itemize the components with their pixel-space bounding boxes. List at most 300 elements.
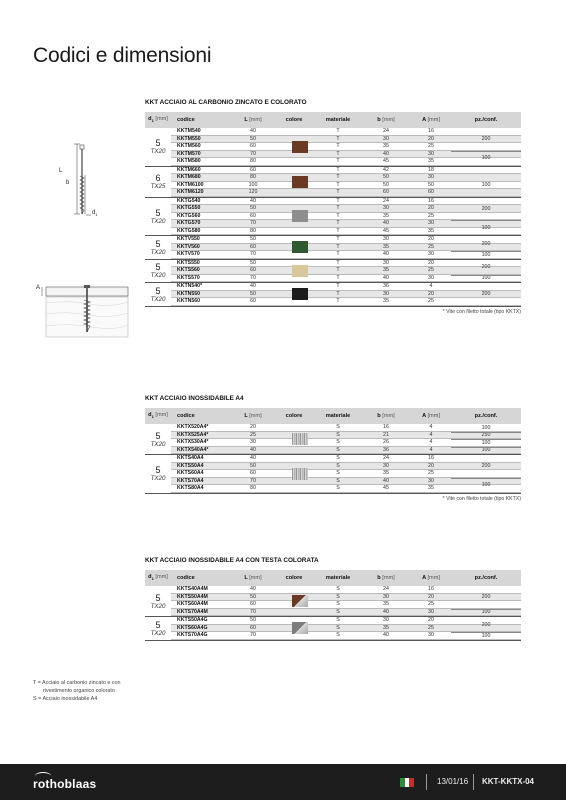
pack-divider xyxy=(451,151,521,152)
pack-quantity: 100 xyxy=(481,251,491,258)
code-cell: KKTN560 xyxy=(177,298,201,305)
code-cell: KKTG580 xyxy=(177,227,201,234)
drive-type: TX25 xyxy=(150,183,166,190)
diameter-cell xyxy=(145,617,171,640)
header-d1: $d_1$ [mm] xyxy=(148,574,168,582)
b-cell: 30 xyxy=(383,236,389,243)
table-section xyxy=(145,556,521,641)
installation-figure xyxy=(40,280,135,345)
pack-quantity: 250 xyxy=(481,432,491,439)
A-cell: 16 xyxy=(428,128,434,135)
b-cell: 30 xyxy=(383,135,389,142)
pack-quantity: 200 xyxy=(481,205,491,212)
A-cell: 20 xyxy=(428,593,434,600)
A-cell: 25 xyxy=(428,601,434,608)
drive-type: TX20 xyxy=(150,295,166,303)
diameter-cell xyxy=(145,283,171,306)
header-code: codice xyxy=(177,575,195,581)
code-cell: KKTM6100 xyxy=(177,181,204,188)
code-cell: KKTS60A4 xyxy=(177,470,204,477)
A-cell: 30 xyxy=(428,608,434,615)
material-cell: S xyxy=(336,446,340,453)
material-cell: S xyxy=(336,485,340,492)
b-cell: 24 xyxy=(383,128,389,135)
b-cell: 35 xyxy=(383,601,389,608)
A-cell: 30 xyxy=(428,477,434,484)
table-row xyxy=(145,295,521,306)
pack-quantity: 100 xyxy=(481,447,491,454)
A-cell: 30 xyxy=(428,174,434,181)
length-cell: 60 xyxy=(250,166,256,173)
table-row xyxy=(145,174,521,182)
length-cell: 80 xyxy=(250,485,256,492)
screw-side-figure xyxy=(55,140,105,220)
diameter-cell xyxy=(145,455,171,493)
pack-divider xyxy=(451,251,521,252)
diameter-cell xyxy=(145,424,171,454)
pack-quantity: 200 xyxy=(481,264,491,270)
pack-quantity: 100 xyxy=(481,439,491,446)
A-cell: 25 xyxy=(428,212,434,219)
diameter-value: 6 xyxy=(155,173,161,183)
length-cell: 60 xyxy=(250,298,256,305)
page-title: Codici e dimensioni xyxy=(33,44,212,67)
pack-quantity: 100 xyxy=(481,482,491,488)
length-cell: 40 xyxy=(250,283,256,290)
length-cell: 40 xyxy=(250,455,256,462)
b-cell: 35 xyxy=(383,298,389,305)
header-d1: $d_1$ [mm] xyxy=(148,412,168,420)
b-cell: 40 xyxy=(383,632,389,639)
table-group xyxy=(145,283,521,307)
header-pz: pz./conf. xyxy=(474,117,498,123)
b-cell: 30 xyxy=(383,462,389,469)
length-cell: 70 xyxy=(250,477,256,484)
length-cell: 60 xyxy=(250,470,256,477)
material-cell: T xyxy=(336,259,340,266)
code-cell: KKTV560 xyxy=(177,243,200,250)
code-cell: KKTM580 xyxy=(177,158,201,165)
table-group xyxy=(145,198,521,237)
A-cell: 25 xyxy=(428,267,434,274)
table-group xyxy=(145,424,521,455)
A-cell: 16 xyxy=(428,586,434,593)
pack-quantity: 100 xyxy=(481,155,491,161)
material-cell: T xyxy=(336,166,340,173)
b-cell: 30 xyxy=(383,290,389,297)
A-cell: 30 xyxy=(428,220,434,227)
footnote: * Vite con filetto totale (tipo KKTX) xyxy=(442,308,521,315)
material-cell: T xyxy=(336,243,340,250)
table-row xyxy=(145,283,521,291)
header-L: L [mm] xyxy=(244,413,262,419)
b-cell: 30 xyxy=(383,617,389,624)
material-cell: T xyxy=(336,128,340,135)
b-cell: 35 xyxy=(383,267,389,274)
legend-T: T = Acciaio al carbonio zincato e con xyxy=(33,680,121,686)
material-cell: S xyxy=(336,608,340,615)
code-cell: KKTM570 xyxy=(177,150,201,157)
diameter-value: 5 xyxy=(155,207,161,218)
code-cell: KKTG570 xyxy=(177,220,201,227)
pack-divider xyxy=(451,632,521,633)
table-group xyxy=(145,617,521,641)
color-swatch xyxy=(292,468,308,480)
length-cell: 50 xyxy=(250,617,256,624)
pack-divider xyxy=(451,432,521,433)
code-cell: KKTM660 xyxy=(177,166,201,173)
table-row xyxy=(145,167,521,175)
header-b: b [mm] xyxy=(377,117,395,123)
diameter-value: 5 xyxy=(155,138,161,149)
material-cell: S xyxy=(336,462,340,469)
A-cell: 4 xyxy=(429,424,433,431)
material-cell: S xyxy=(336,477,340,484)
code-cell: KKTS70A4M xyxy=(177,608,208,615)
b-cell: 45 xyxy=(383,158,389,165)
A-cell: 16 xyxy=(428,197,434,204)
code-cell: KKTS560 xyxy=(177,267,200,274)
length-cell: 80 xyxy=(250,174,256,181)
table-group xyxy=(145,260,521,284)
b-cell: 35 xyxy=(383,243,389,250)
material-cell: T xyxy=(336,274,340,281)
dim-label-A: A xyxy=(36,285,41,291)
b-cell: 50 xyxy=(383,181,389,188)
code-cell: KKTN540* xyxy=(177,283,203,290)
color-swatch xyxy=(292,210,308,222)
code-cell: KKTS60A4G xyxy=(177,624,208,631)
pack-divider xyxy=(451,447,521,448)
A-cell: 20 xyxy=(428,259,434,266)
material-cell: S xyxy=(336,617,340,624)
length-cell: 60 xyxy=(250,267,256,274)
header-L: L [mm] xyxy=(244,575,262,581)
pack-divider xyxy=(451,439,521,440)
code-cell: KKTS40A4M xyxy=(177,586,208,593)
color-swatch xyxy=(292,176,308,188)
b-cell: 36 xyxy=(383,283,389,290)
A-cell: 50 xyxy=(428,181,434,188)
material-cell: T xyxy=(336,181,340,188)
A-cell: 20 xyxy=(428,205,434,212)
drive-type: TX20 xyxy=(150,602,166,610)
material-cell: T xyxy=(336,197,340,204)
b-cell: 42 xyxy=(383,166,389,173)
length-cell: 70 xyxy=(250,150,256,157)
diameter-cell xyxy=(145,260,171,283)
italian-flag-icon xyxy=(400,778,414,787)
header-pz: pz./conf. xyxy=(474,575,498,581)
code-cell: KKTS60A4M xyxy=(177,601,208,608)
pack-divider xyxy=(451,609,521,610)
table-row xyxy=(145,586,521,594)
pack-quantity: 200 xyxy=(481,621,491,628)
A-cell: 25 xyxy=(428,298,434,305)
length-cell: 50 xyxy=(250,259,256,266)
dim-label-d1: $d_1$ xyxy=(92,210,98,218)
b-cell: 40 xyxy=(383,608,389,615)
length-cell: 70 xyxy=(250,632,256,639)
length-cell: 80 xyxy=(250,158,256,165)
length-cell: 30 xyxy=(250,439,256,446)
length-cell: 50 xyxy=(250,205,256,212)
length-cell: 40 xyxy=(250,197,256,204)
drive-type: TX20 xyxy=(150,475,166,483)
color-swatch xyxy=(292,288,308,300)
A-cell: 30 xyxy=(428,274,434,281)
pack-quantity: 200 xyxy=(481,463,491,470)
material-cell: S xyxy=(336,431,340,438)
A-cell: 30 xyxy=(428,150,434,157)
material-cell: T xyxy=(336,290,340,297)
material-cell: S xyxy=(336,593,340,600)
material-cell: T xyxy=(336,158,340,165)
A-cell: 25 xyxy=(428,470,434,477)
A-cell: 25 xyxy=(428,143,434,150)
code-cell: KKTM540 xyxy=(177,128,201,135)
pack-quantity: 100 xyxy=(481,182,491,189)
drive-type: TX20 xyxy=(150,148,166,156)
length-cell: 60 xyxy=(250,243,256,250)
header-A: A [mm] xyxy=(422,575,440,581)
A-cell: 20 xyxy=(428,290,434,297)
code-cell: KKTG540 xyxy=(177,197,201,204)
pack-quantity: 100 xyxy=(481,224,491,231)
material-cell: T xyxy=(336,143,340,150)
A-cell: 25 xyxy=(428,243,434,250)
diameter-value: 5 xyxy=(155,238,161,249)
length-cell: 70 xyxy=(250,608,256,615)
diameter-cell xyxy=(145,167,171,197)
drive-type: TX20 xyxy=(150,217,166,225)
b-cell: 30 xyxy=(383,205,389,212)
diameter-value: 5 xyxy=(155,465,161,476)
table-row xyxy=(145,189,521,197)
A-cell: 20 xyxy=(428,236,434,243)
diameter-cell xyxy=(145,236,171,259)
table-header xyxy=(145,570,521,586)
header-color: colore xyxy=(285,117,303,123)
section-title: KKT ACCIAIO AL CARBONIO ZINCATO E COLORATO xyxy=(145,99,307,106)
legend-S: S = Acciaio inossidabile A4 xyxy=(33,696,98,702)
b-cell: 21 xyxy=(383,431,389,438)
b-cell: 26 xyxy=(383,439,389,446)
header-material: materiale xyxy=(325,575,351,581)
pack-divider xyxy=(451,275,521,276)
code-cell: KKTX525A4* xyxy=(177,431,209,438)
length-cell: 70 xyxy=(250,251,256,258)
A-cell: 16 xyxy=(428,455,434,462)
table-row xyxy=(145,601,521,609)
color-swatch xyxy=(292,141,308,153)
table-row xyxy=(145,198,521,206)
code-cell: KKTM680 xyxy=(177,174,201,181)
pack-divider xyxy=(451,478,521,479)
material-cell: T xyxy=(336,236,340,243)
A-cell: 4 xyxy=(429,439,433,446)
table-group xyxy=(145,455,521,494)
header-code: codice xyxy=(177,413,195,419)
diameter-value: 5 xyxy=(155,430,161,441)
footer-date: 13/01/16 xyxy=(437,777,469,786)
length-cell: 60 xyxy=(250,143,256,150)
header-code: codice xyxy=(177,117,195,123)
header-A: A [mm] xyxy=(422,117,440,123)
material-cell: T xyxy=(336,283,340,290)
code-cell: KKTV550 xyxy=(177,236,200,243)
b-cell: 40 xyxy=(383,274,389,281)
diameter-value: 5 xyxy=(155,619,161,630)
A-cell: 20 xyxy=(428,462,434,469)
A-cell: 4 xyxy=(429,431,433,438)
header-pz: pz./conf. xyxy=(474,413,498,419)
b-cell: 24 xyxy=(383,586,389,593)
A-cell: 60 xyxy=(428,189,434,196)
material-cell: T xyxy=(336,267,340,274)
diameter-value: 5 xyxy=(155,262,161,273)
length-cell: 60 xyxy=(250,601,256,608)
material-cell: S xyxy=(336,424,340,431)
table-section xyxy=(145,394,521,502)
material-cell: T xyxy=(336,174,340,181)
drive-type: TX20 xyxy=(150,440,166,448)
footer-bar xyxy=(0,764,566,800)
diameter-cell xyxy=(145,198,171,236)
dim-label-L: L xyxy=(59,168,63,174)
length-cell: 20 xyxy=(250,424,256,431)
code-cell: KKTS550 xyxy=(177,259,200,266)
material-cell: T xyxy=(336,150,340,157)
b-cell: 24 xyxy=(383,455,389,462)
table-group xyxy=(145,236,521,260)
length-cell: 60 xyxy=(250,624,256,631)
footnote: * Vite con filetto totale (tipo KKTX) xyxy=(442,495,521,502)
material-cell: T xyxy=(336,212,340,219)
material-cell: T xyxy=(336,298,340,305)
header-color: colore xyxy=(285,575,303,581)
table-row xyxy=(145,143,521,151)
length-cell: 50 xyxy=(250,593,256,600)
table-header xyxy=(145,408,521,424)
footer-divider xyxy=(426,774,427,790)
code-cell: KKTX520A4* xyxy=(177,424,209,431)
code-cell: KKTS80A4 xyxy=(177,485,204,492)
length-cell: 70 xyxy=(250,274,256,281)
table-row xyxy=(145,455,521,463)
b-cell: 40 xyxy=(383,251,389,258)
header-A: A [mm] xyxy=(422,413,440,419)
code-cell: KKTS570 xyxy=(177,274,200,281)
length-cell: 100 xyxy=(248,181,258,188)
pack-divider xyxy=(451,220,521,221)
pack-quantity: 100 xyxy=(481,609,491,616)
b-cell: 45 xyxy=(383,485,389,492)
header-b: b [mm] xyxy=(377,413,395,419)
diameter-cell xyxy=(145,128,171,166)
code-cell: KKTS40A4 xyxy=(177,455,204,462)
section-title: KKT ACCIAIO INOSSIDABILE A4 CON TESTA COLORATA xyxy=(145,557,319,564)
code-cell: KKTS50A4G xyxy=(177,617,208,624)
material-cell: T xyxy=(336,227,340,234)
code-cell: KKTX540A4* xyxy=(177,446,209,453)
code-cell: KKTG560 xyxy=(177,212,201,219)
A-cell: 20 xyxy=(428,135,434,142)
A-cell: 4 xyxy=(429,446,433,453)
length-cell: 40 xyxy=(250,446,256,453)
diameter-cell xyxy=(145,586,171,616)
length-cell: 50 xyxy=(250,135,256,142)
table-group xyxy=(145,167,521,198)
material-cell: S xyxy=(336,439,340,446)
table-row xyxy=(145,470,521,478)
color-swatch xyxy=(292,622,308,634)
length-cell: 40 xyxy=(250,128,256,135)
table-group xyxy=(145,128,521,167)
A-cell: 35 xyxy=(428,227,434,234)
code-cell: KKTS50A4 xyxy=(177,462,204,469)
drive-type: TX20 xyxy=(150,629,166,637)
footer-divider xyxy=(473,774,474,790)
length-cell: 50 xyxy=(250,236,256,243)
table-row xyxy=(145,128,521,136)
material-cell: S xyxy=(336,586,340,593)
b-cell: 40 xyxy=(383,477,389,484)
color-swatch xyxy=(292,433,308,445)
pack-quantity: 200 xyxy=(481,240,491,247)
color-swatch xyxy=(292,265,308,277)
length-cell: 70 xyxy=(250,220,256,227)
b-cell: 40 xyxy=(383,150,389,157)
pack-quantity: 200 xyxy=(481,594,491,601)
length-cell: 25 xyxy=(250,431,256,438)
code-cell: KKTM550 xyxy=(177,135,201,142)
table-header xyxy=(145,112,521,128)
code-cell: KKTM560 xyxy=(177,143,201,150)
material-cell: T xyxy=(336,251,340,258)
header-b: b [mm] xyxy=(377,575,395,581)
pack-quantity: 100 xyxy=(481,632,491,639)
A-cell: 4 xyxy=(429,283,433,290)
material-cell: S xyxy=(336,455,340,462)
pack-quantity: 200 xyxy=(481,291,491,298)
drive-type: TX20 xyxy=(150,272,166,280)
legend-T-cont: rivestimento organico colorato xyxy=(43,688,115,694)
b-cell: 16 xyxy=(383,424,389,431)
code-cell: KKTG550 xyxy=(177,205,201,212)
b-cell: 60 xyxy=(383,189,389,196)
length-cell: 80 xyxy=(250,227,256,234)
material-cell: T xyxy=(336,220,340,227)
table-row xyxy=(145,213,521,221)
b-cell: 36 xyxy=(383,446,389,453)
header-color: colore xyxy=(285,413,303,419)
pack-quantity: 200 xyxy=(481,136,491,143)
material-cell: S xyxy=(336,624,340,631)
length-cell: 40 xyxy=(250,586,256,593)
A-cell: 35 xyxy=(428,485,434,492)
material-cell: S xyxy=(336,470,340,477)
footer-doc-code: KKT-KKTX-04 xyxy=(482,777,535,786)
header-L: L [mm] xyxy=(244,117,262,123)
code-cell: KKTV570 xyxy=(177,251,200,258)
A-cell: 35 xyxy=(428,158,434,165)
section-title: KKT ACCIAIO INOSSIDABILE A4 xyxy=(145,395,244,402)
brand-logo: rothoblaas xyxy=(33,777,97,791)
pack-quantity: 100 xyxy=(481,275,491,282)
drive-type: TX20 xyxy=(150,248,166,256)
b-cell: 40 xyxy=(383,220,389,227)
